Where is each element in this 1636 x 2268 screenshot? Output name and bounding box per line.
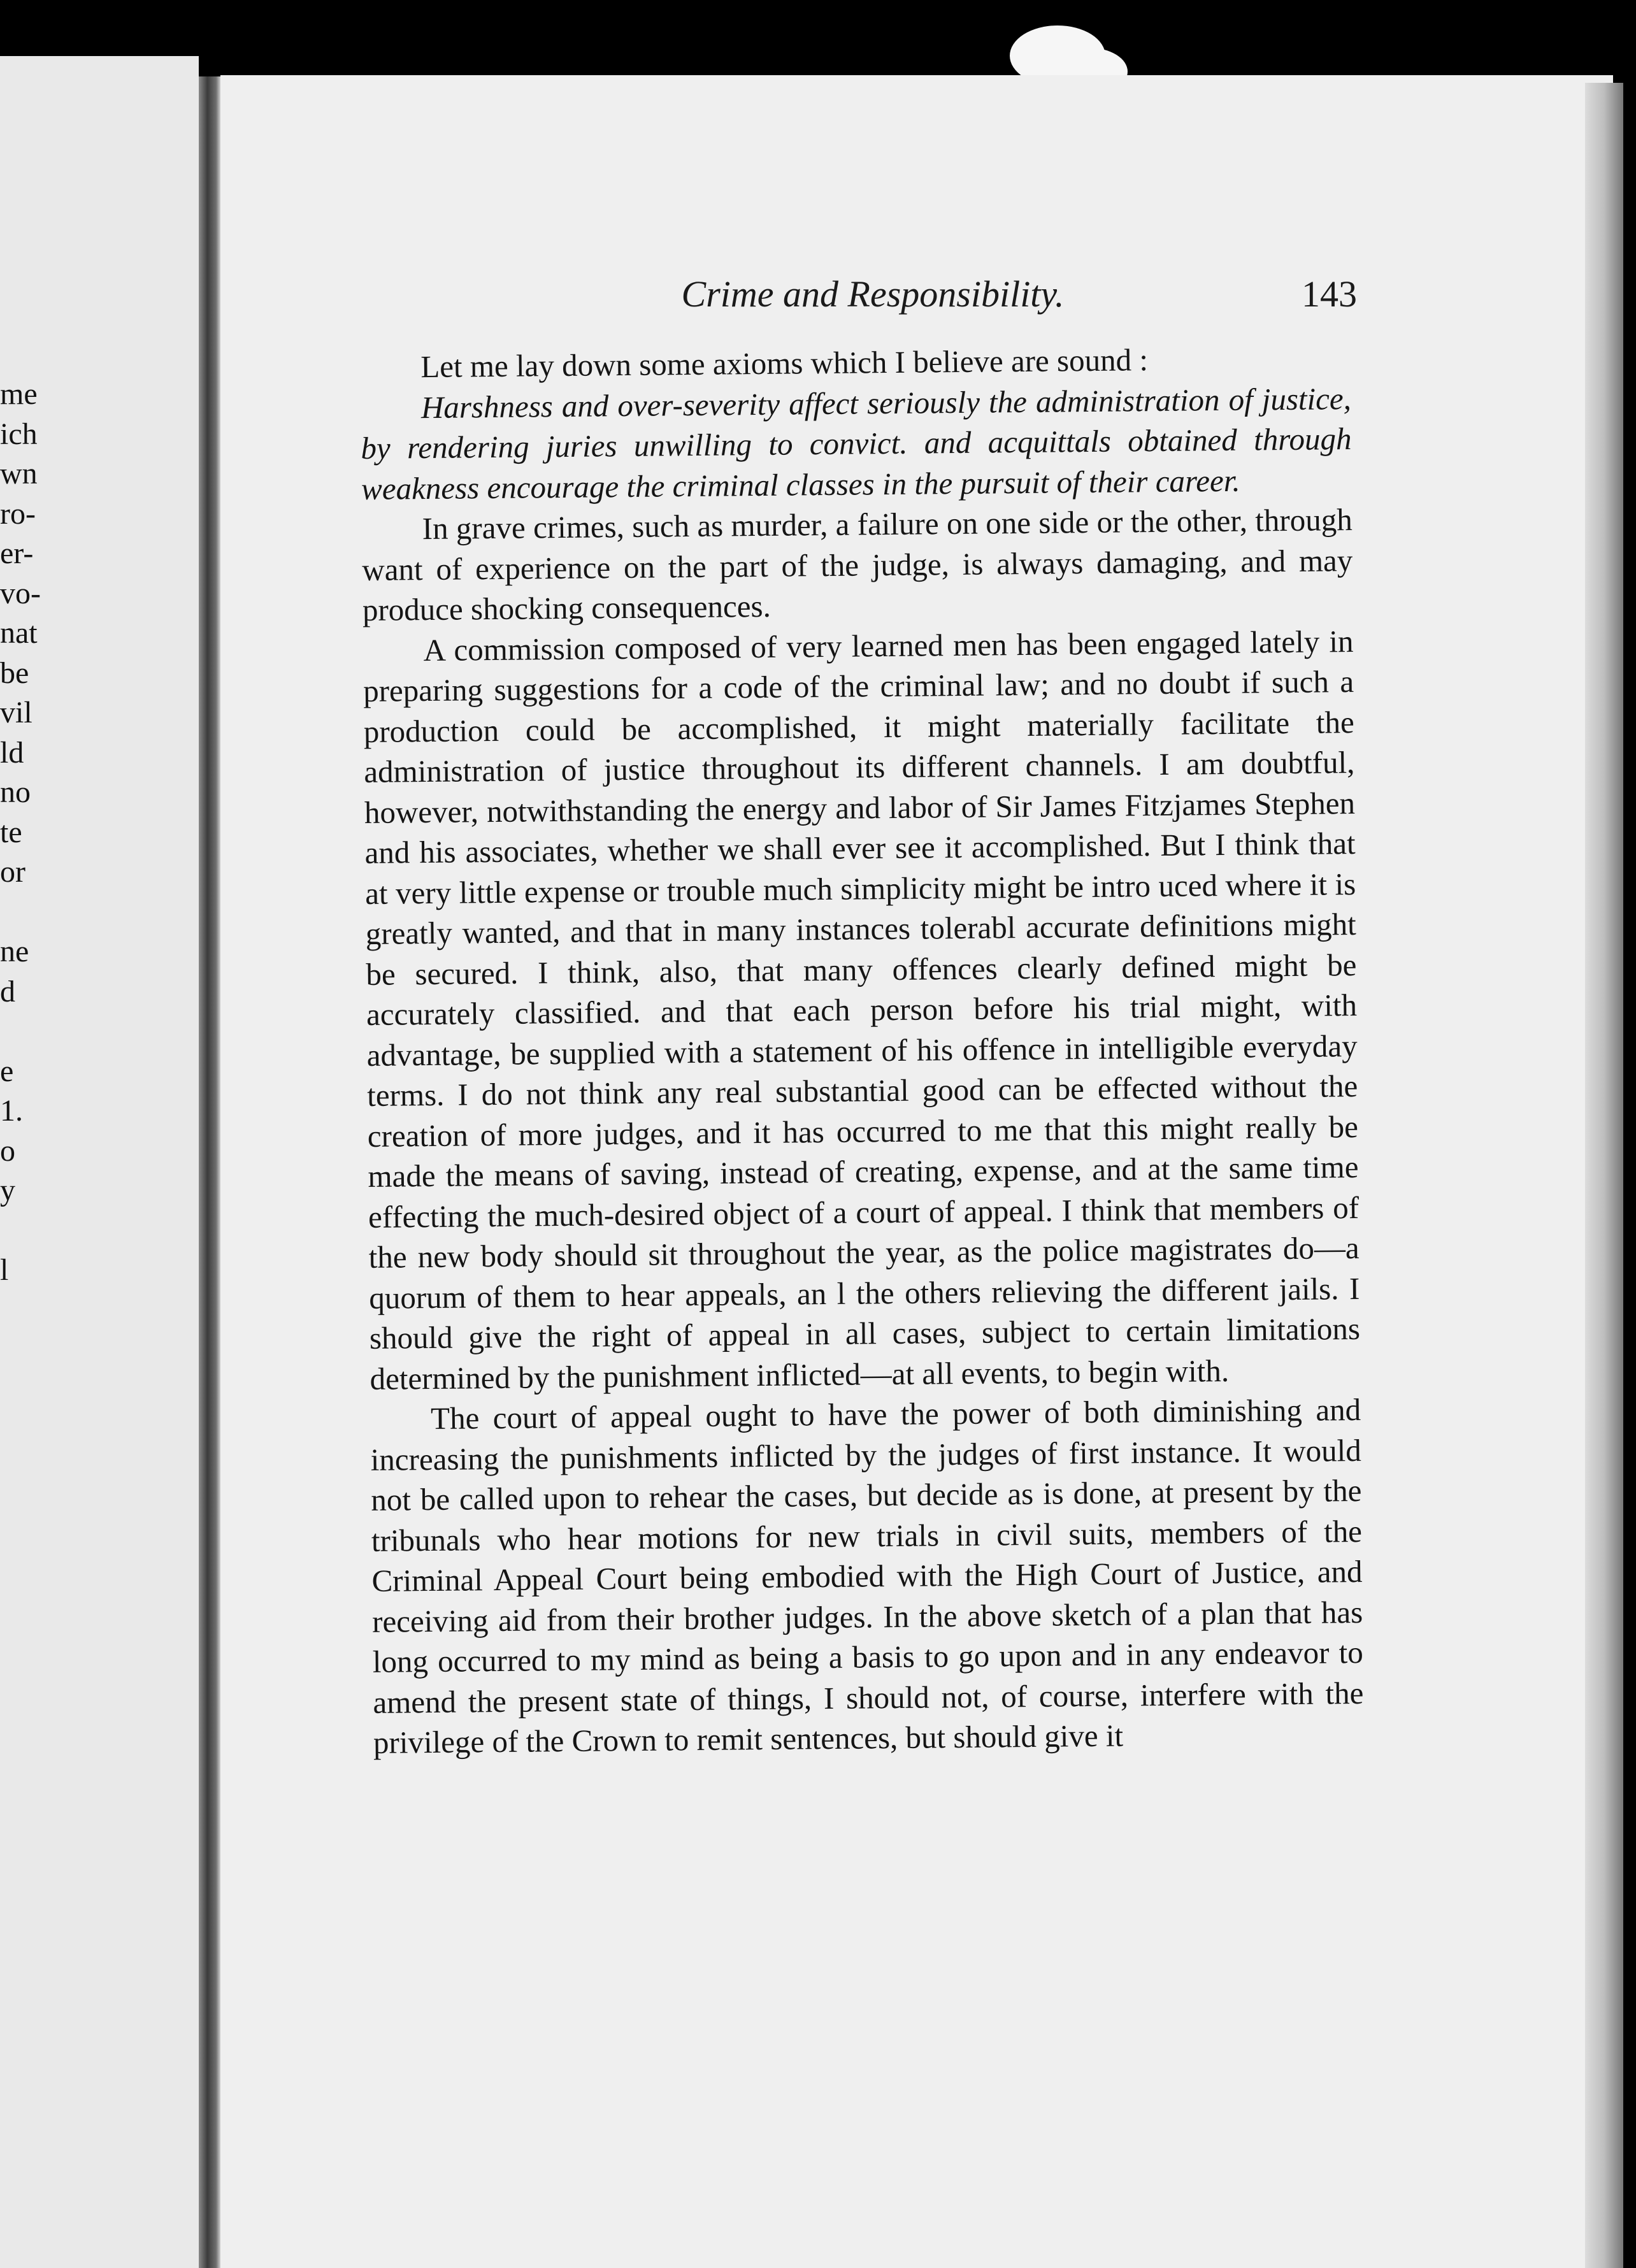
paragraph: A commission composed of very learned men has been engaged lately in preparing suggestions for a code of the criminal law; and no doubt if such a production could be accomplished, it might materially facilitate the administration of justice throughout its different channels. I am doubtful, however, notwithstanding the energy and labor of Sir James Fitzjames Stephen and his associates, whether we shall ever see it accomplished. But I think that at very little expense or trouble much simplicity might be intro uced where it is greatly wanted, and that in many instances tolerabl accurate definitions might be secured. I think, also, that many offences clearly defined might be accurately classified. and that each person before his trial might, with advantage, be supplied with a statement of his offence in intelligible everyday terms. I do not think any real substantial good can be effected without the creation of more judges, and it has occurred to me that this might really be made the means of saving, instead of creating, expense, and at the same time effecting the much-desired object of a court of appeal. I think that members of the new body should sit throughout the year, as the police magistrates do—a quorum of them to hear appeals, an l the others relieving the different jails. I should give the right of appeal in all cases, subject to certain limitations determined by the punishment inflicted—at all events, to begin with. bbox=[362, 623, 1361, 1396]
facing-line: ich bbox=[0, 417, 38, 451]
facing-line: o bbox=[0, 1133, 15, 1168]
facing-line: be bbox=[0, 656, 29, 690]
facing-line: vo- bbox=[0, 576, 41, 610]
page-edge bbox=[1585, 83, 1623, 2268]
facing-line: er- bbox=[0, 536, 34, 570]
page-number: 143 bbox=[1302, 273, 1357, 315]
facing-line: ld bbox=[0, 735, 24, 770]
book-gutter bbox=[199, 76, 220, 2268]
facing-line: d bbox=[0, 974, 15, 1008]
facing-line bbox=[0, 1211, 70, 1251]
body-text bbox=[360, 338, 1364, 1763]
facing-line: te bbox=[0, 815, 22, 849]
facing-line bbox=[0, 1291, 70, 1331]
facing-page-text bbox=[0, 375, 70, 1370]
facing-page bbox=[0, 56, 199, 2268]
facing-line: or bbox=[0, 855, 25, 889]
paragraph-italic: Harshness and over-severity affect seriously the administration of justice, by rendering juries unwilling to convict. and acquittals obtained through weakness encourage the criminal classes in the pursuit of their career. bbox=[361, 380, 1352, 506]
paragraph: The court of appeal ought to have the power of both diminishing and increasing the punishments inflicted by the judges of first instance. It would not be called upon to rehear the cases, but decide as is done, at present by the tribunals who hear motions for new trials in civil suits, members of the Criminal Appeal Court being embodied with the High Court of Justice, and receiving aid from their brother judges. In the above sketch of a plan that has long occurred to my mind as being a basis to go upon and in any endeavor to amend the present state of things, I should not, of course, interfere with the privilege of the Crown to remit sentences, but should give it bbox=[370, 1391, 1364, 1760]
facing-line: e bbox=[0, 1054, 14, 1088]
paragraph: In grave crimes, such as murder, a failure on one side or the other, through want of experience on the part of the judge, is always damaging, and may produce shocking consequences. bbox=[362, 502, 1353, 628]
facing-line: ne bbox=[0, 935, 29, 968]
facing-line: 1. bbox=[0, 1094, 23, 1128]
paragraph: Let me lay down some axioms which I believe are sound : bbox=[420, 342, 1149, 385]
facing-line bbox=[0, 893, 70, 933]
facing-line: l bbox=[0, 1253, 9, 1287]
facing-line: nat bbox=[0, 616, 38, 650]
facing-line: wn bbox=[0, 457, 38, 491]
facing-line: me bbox=[0, 377, 38, 411]
facing-line bbox=[0, 1012, 70, 1052]
facing-line bbox=[0, 1330, 70, 1370]
facing-line: vil bbox=[0, 696, 32, 729]
facing-line: y bbox=[0, 1173, 15, 1207]
running-head: Crime and Responsibility. bbox=[681, 273, 1065, 315]
facing-line: ro- bbox=[0, 496, 36, 531]
facing-line: no bbox=[0, 775, 31, 809]
